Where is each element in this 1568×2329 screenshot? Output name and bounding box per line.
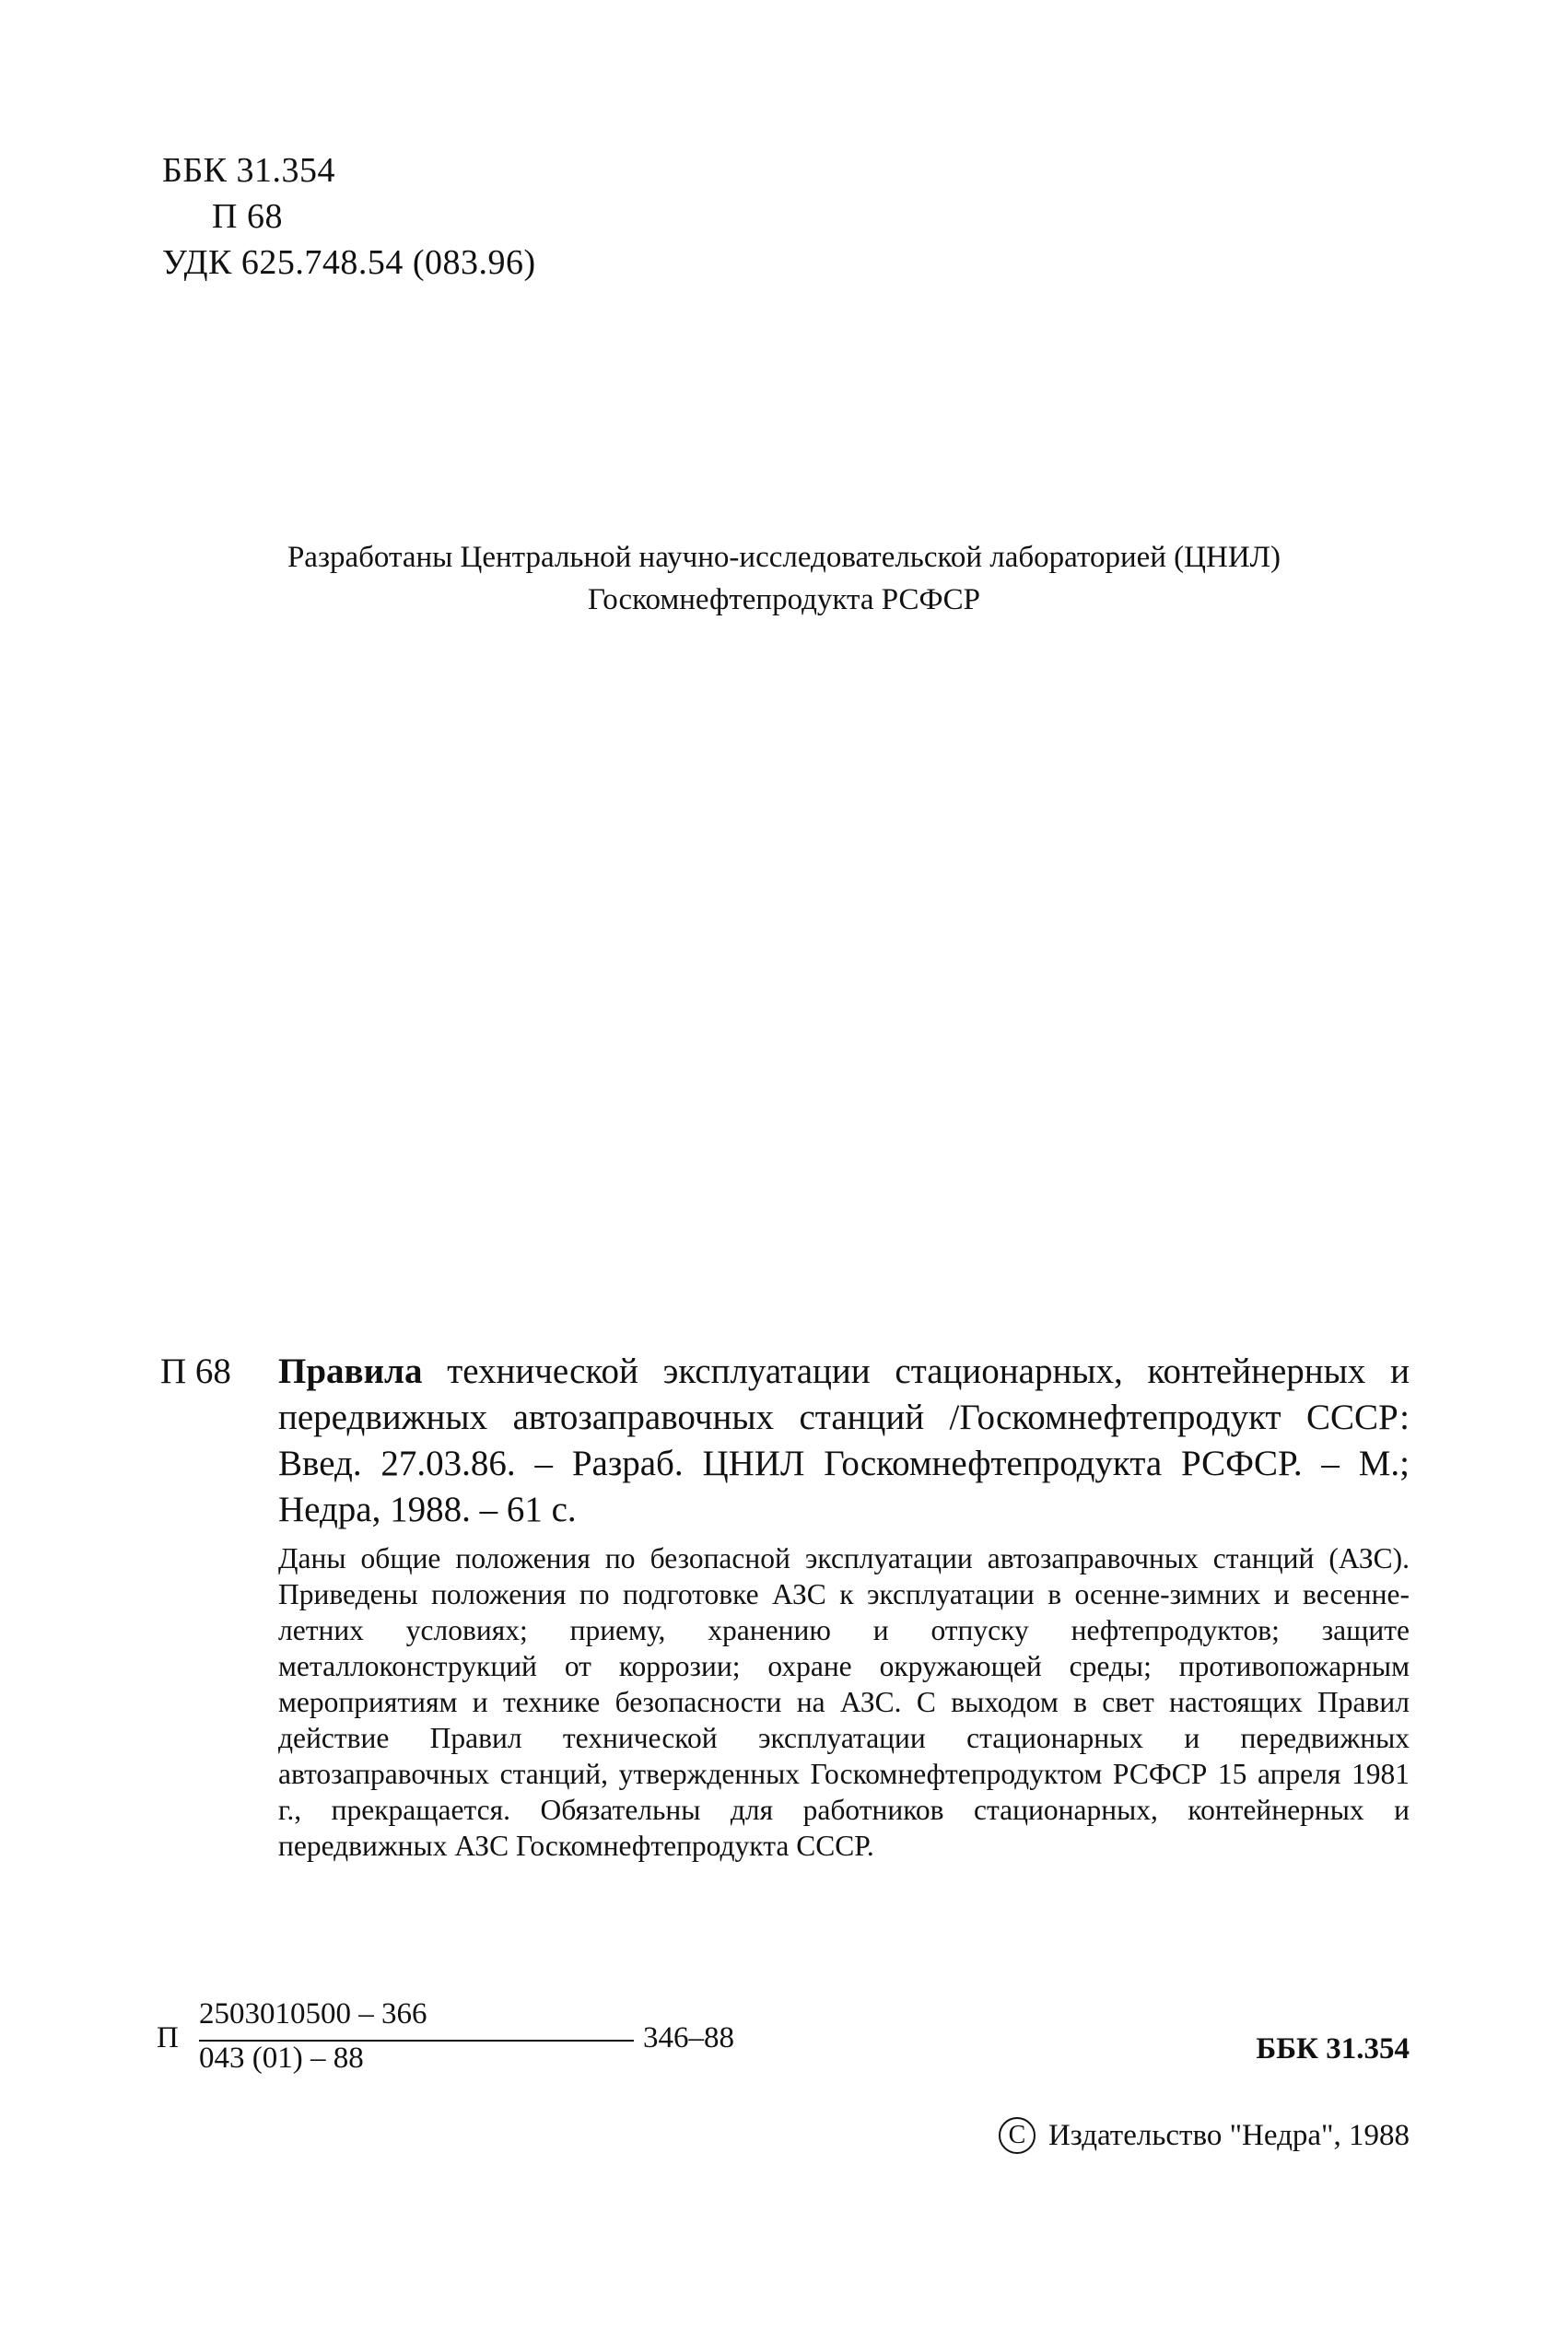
udk-code: УДК 625.748.54 (083.96) <box>162 243 536 282</box>
bbk-code: ББК 31.354 <box>162 151 335 190</box>
developed-by <box>138 536 1430 621</box>
publication-code-denominator: 043 (01) – 88 <box>199 2042 364 2075</box>
copyright-line <box>999 2117 1410 2154</box>
classification-codes <box>162 147 536 286</box>
publication-code-prefix: П <box>157 2021 179 2054</box>
developed-by-line1: Разработаны Центральной научно-исследовательской лабораторией (ЦНИЛ) <box>287 541 1281 574</box>
publication-code-numerator: 2503010500 – 366 <box>199 1997 427 2031</box>
entry-description: технической эксплуатации стационарных, контейнерных и передвижных автозаправочных станций /Госкомнефтепродукт СССР: Введ. 27.03.86. – Разраб. ЦНИЛ Госкомнефтепродукта РСФСР. – М.; Недра, 1988. – 61 с. <box>278 1352 1410 1529</box>
entry-text <box>278 1349 1410 1533</box>
copyright-text: Издательство "Недра", 1988 <box>1047 2118 1410 2152</box>
entry-index: П 68 <box>160 1352 231 1391</box>
entry-title: Правила <box>278 1352 423 1391</box>
bbk-code-footer: ББК 31.354 <box>1256 2032 1410 2066</box>
developed-by-line2: Госкомнефтепродукта РСФСР <box>588 583 980 616</box>
bibliographic-entry <box>160 1349 1410 1533</box>
index-code: П 68 <box>212 197 283 236</box>
copyright-icon: C <box>999 2117 1036 2154</box>
annotation: Даны общие положения по безопасной эксплуатации автозаправочных станций (АЗС). Приведены положения по подготовке АЗС к эксплуатации в осенне-зимних и весенне-летних условиях; приему, хранению и отпуску нефтепродуктов; защите металлоконструкций от коррозии; охране окружающей среды; противопожарным мероприятиям и технике безопасности на АЗС. С выходом в свет настоящих Правил действие Правил технической эксплуатации стационарных и передвижных автозаправочных станций, утвержденных Госкомнефтепродуктом РСФСР 15 апреля 1981 г., прекращается. Обязательны для работников стационарных, контейнерных и передвижных АЗС Госкомнефтепродукта СССР. <box>278 1542 1410 1862</box>
publication-code-suffix: 346–88 <box>643 2021 734 2054</box>
